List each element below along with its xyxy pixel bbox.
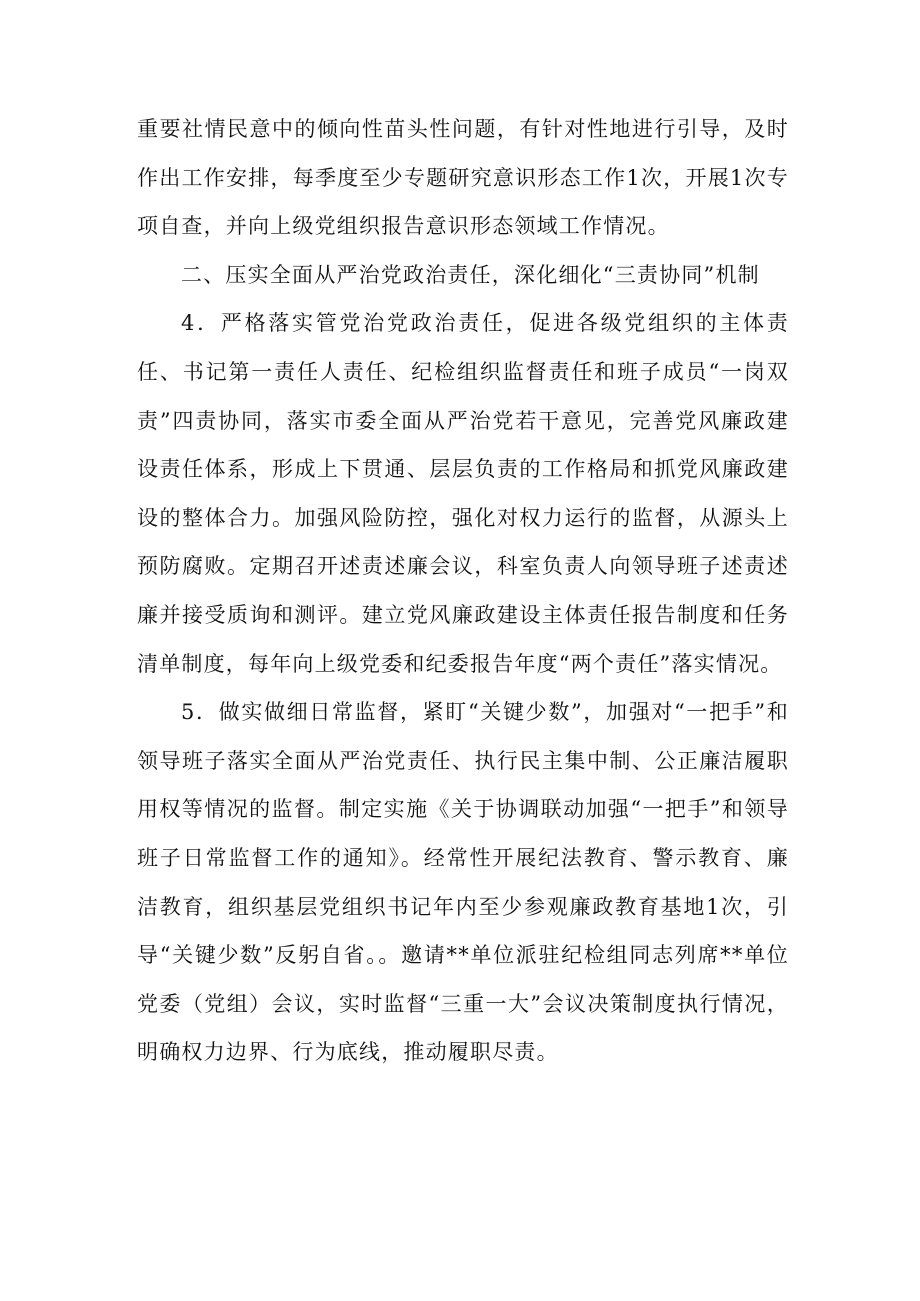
document-body xyxy=(137,105,789,1077)
section-heading-two: 二、压实全面从严治党政治责任，深化细化“三责协同”机制 xyxy=(181,262,760,287)
paragraph-item-4: 4．严格落实管党治党政治责任，促进各级党组织的主体责任、书记第一责任人责任、纪检组织监督责任和班子成员“一岗双责”四责协同，落实市委全面从严治党若干意见，完善党风廉政建设责任体系，形成上下贯通、层层负责的工作格局和抓党风廉政建设的整体合力。加强风险防控，强化对权力运行的监督，从源头上预防腐败。定期召开述责述廉会议，科室负责人向领导班子述责述廉并接受质询和测评。建立党风廉政建设主体责任报告制度和任务清单制度，每年向上级党委和纪委报告年度“两个责任”落实情况。 xyxy=(137,311,789,676)
paragraph-item-5: 5．做实做细日常监督，紧盯“关键少数”，加强对“一把手”和领导班子落实全面从严治党责任、执行民主集中制、公正廉洁履职用权等情况的监督。制定实施《关于协调联动加强“一把手”和领导班子日常监督工作的通知》。经常性开展纪法教育、警示教育、廉洁教育，组织基层党组织书记年内至少参观廉政教育基地1次，引导“关键少数”反躬自省。。邀请**单位派驻纪检组同志列席**单位党委（党组）会议，实时监督“三重一大”会议决策制度执行情况，明确权力边界、行为底线，推动履职尽责。 xyxy=(137,700,789,1065)
paragraph-continued: 重要社情民意中的倾向性苗头性问题，有针对性地进行引导，及时作出工作安排，每季度至少专题研究意识形态工作1次，开展1次专项自查，并向上级党组织报告意识形态领域工作情况。 xyxy=(137,117,789,239)
